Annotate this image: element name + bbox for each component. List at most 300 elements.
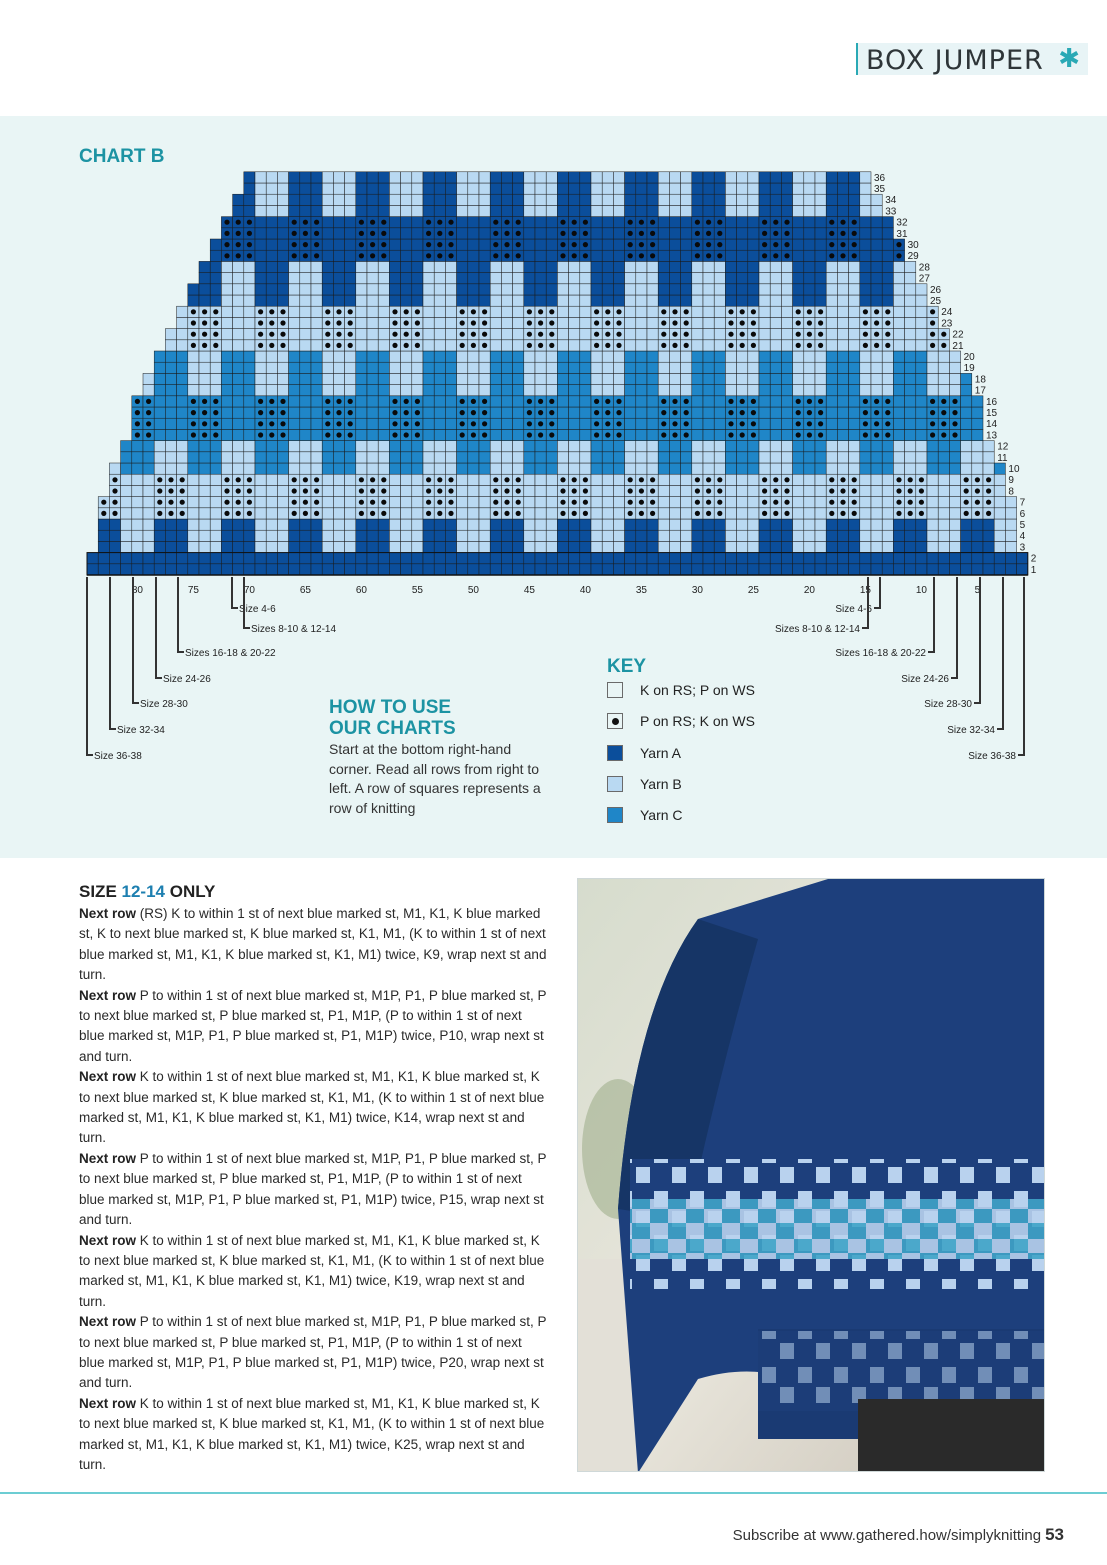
chart-cell: [759, 295, 770, 306]
purl-dot: [661, 399, 666, 404]
purl-dot: [829, 477, 834, 482]
chart-cell: [815, 194, 826, 205]
chart-cell: [681, 183, 692, 194]
chart-cell: [389, 284, 400, 295]
chart-cell: [513, 418, 524, 429]
chart-cell: [345, 205, 356, 216]
chart-cell: [714, 284, 725, 295]
chart-cell: [423, 564, 434, 575]
purl-dot: [796, 410, 801, 415]
purl-dot: [807, 309, 812, 314]
chart-cell: [289, 452, 300, 463]
chart-cell: [490, 441, 501, 452]
how-to-title-line1: HOW TO USE: [329, 697, 452, 718]
chart-cell: [378, 340, 389, 351]
chart-cell: [636, 429, 647, 440]
chart-cell: [109, 541, 120, 552]
chart-cell: [905, 441, 916, 452]
purl-dot: [628, 231, 633, 236]
chart-cell: [266, 217, 277, 228]
chart-cell: [154, 418, 165, 429]
chart-cell: [860, 362, 871, 373]
chart-cell: [199, 508, 210, 519]
chart-cell: [893, 306, 904, 317]
chart-cell: [210, 250, 221, 261]
purl-dot: [381, 231, 386, 236]
purl-dot: [348, 432, 353, 437]
chart-cell: [972, 463, 983, 474]
chart-cell: [994, 530, 1005, 541]
chart-cell: [255, 273, 266, 284]
chart-cell: [860, 553, 871, 564]
chart-cell: [490, 385, 501, 396]
chart-cell: [636, 373, 647, 384]
chart-cell: [770, 407, 781, 418]
chart-cell: [983, 441, 994, 452]
chart-cell: [569, 295, 580, 306]
chart-cell: [793, 183, 804, 194]
chart-cell: [647, 362, 658, 373]
chart-cell: [277, 362, 288, 373]
chart-cell: [154, 429, 165, 440]
chart-cell: [109, 553, 120, 564]
chart-cell: [905, 284, 916, 295]
purl-dot: [314, 488, 319, 493]
chart-cell: [356, 273, 367, 284]
row-number: 12: [997, 441, 1009, 453]
purl-dot: [404, 432, 409, 437]
chart-cell: [849, 385, 860, 396]
chart-cell: [468, 474, 479, 485]
chart-cell: [490, 373, 501, 384]
purl-dot: [325, 309, 330, 314]
purl-dot: [549, 399, 554, 404]
chart-cell: [266, 463, 277, 474]
chart-cell: [647, 273, 658, 284]
chart-cell: [367, 418, 378, 429]
purl-dot: [672, 421, 677, 426]
purl-dot: [740, 421, 745, 426]
chart-cell: [300, 553, 311, 564]
row-number: 22: [952, 329, 964, 341]
chart-cell: [625, 194, 636, 205]
purl-dot: [213, 343, 218, 348]
chart-cell: [882, 228, 893, 239]
chart-cell: [378, 284, 389, 295]
chart-cell: [905, 553, 916, 564]
chart-cell: [356, 295, 367, 306]
chart-cell: [479, 441, 490, 452]
chart-cell: [837, 317, 848, 328]
purl-dot: [762, 488, 767, 493]
chart-cell: [703, 273, 714, 284]
chart-cell: [882, 508, 893, 519]
pattern-row: [79, 1312, 549, 1394]
chart-cell: [849, 306, 860, 317]
footer-subscribe: Subscribe at www.gathered.how/simplyknitting: [732, 1527, 1042, 1544]
chart-cell: [681, 205, 692, 216]
chart-cell: [949, 463, 960, 474]
chart-cell: [210, 530, 221, 541]
purl-dot: [583, 242, 588, 247]
chart-cell: [322, 228, 333, 239]
chart-cell: [849, 519, 860, 530]
chart-cell: [580, 183, 591, 194]
chart-cell: [524, 508, 535, 519]
purl-dot: [280, 343, 285, 348]
purl-dot: [807, 343, 812, 348]
purl-dot: [269, 421, 274, 426]
chart-cell: [893, 530, 904, 541]
chart-cell: [927, 385, 938, 396]
chart-cell: [445, 329, 456, 340]
chart-cell: [501, 530, 512, 541]
chart-cell: [625, 530, 636, 541]
chart-cell: [378, 519, 389, 530]
purl-dot: [381, 242, 386, 247]
chart-cell: [367, 463, 378, 474]
chart-cell: [535, 508, 546, 519]
purl-dot: [538, 343, 543, 348]
chart-cell: [826, 553, 837, 564]
chart-cell: [916, 373, 927, 384]
chart-cell: [345, 463, 356, 474]
chart-cell: [681, 351, 692, 362]
purl-dot: [717, 500, 722, 505]
chart-cell: [277, 497, 288, 508]
purl-dot: [415, 309, 420, 314]
chart-cell: [255, 183, 266, 194]
chart-cell: [893, 284, 904, 295]
purl-dot: [684, 399, 689, 404]
chart-cell: [367, 519, 378, 530]
chart-cell: [457, 564, 468, 575]
chart-cell: [513, 362, 524, 373]
chart-cell: [681, 228, 692, 239]
chart-cell: [401, 441, 412, 452]
chart-cell: [524, 250, 535, 261]
chart-cell: [535, 261, 546, 272]
chart-cell: [871, 441, 882, 452]
purl-dot: [695, 242, 700, 247]
purl-dot: [852, 477, 857, 482]
chart-cell: [244, 284, 255, 295]
chart-cell: [289, 205, 300, 216]
chart-cell: [468, 497, 479, 508]
chart-cell: [445, 295, 456, 306]
chart-cell: [244, 530, 255, 541]
chart-cell: [535, 530, 546, 541]
chart-cell: [815, 463, 826, 474]
size-bracket: [110, 577, 116, 729]
purl-dot: [516, 231, 521, 236]
chart-cell: [681, 553, 692, 564]
chart-cell: [860, 284, 871, 295]
chart-cell: [244, 441, 255, 452]
chart-cell: [725, 553, 736, 564]
chart-cell: [591, 295, 602, 306]
chart-cell: [367, 295, 378, 306]
purl-dot: [908, 500, 913, 505]
chart-cell: [938, 362, 949, 373]
chart-cell: [849, 273, 860, 284]
chart-cell: [333, 250, 344, 261]
chart-cell: [938, 564, 949, 575]
chart-cell: [837, 463, 848, 474]
chart-cell: [871, 497, 882, 508]
chart-cell: [826, 396, 837, 407]
chart-cell: [524, 452, 535, 463]
chart-cell: [557, 441, 568, 452]
chart-cell: [669, 261, 680, 272]
chart-cell: [893, 553, 904, 564]
chart-cell: [154, 351, 165, 362]
chart-cell: [849, 362, 860, 373]
chart-cell: [401, 373, 412, 384]
chart-cell: [905, 564, 916, 575]
chart-cell: [535, 541, 546, 552]
purl-dot: [415, 432, 420, 437]
purl-dot: [348, 421, 353, 426]
chart-cell: [457, 463, 468, 474]
chart-cell: [927, 519, 938, 530]
purl-dot: [672, 332, 677, 337]
chart-cell: [837, 261, 848, 272]
chart-cell: [546, 228, 557, 239]
chart-cell: [725, 351, 736, 362]
chart-cell: [266, 239, 277, 250]
chart-cell: [513, 306, 524, 317]
chart-cell: [401, 194, 412, 205]
chart-cell: [423, 407, 434, 418]
chart-cell: [221, 463, 232, 474]
chart-cell: [905, 452, 916, 463]
chart-cell: [860, 205, 871, 216]
chart-cell: [557, 418, 568, 429]
row-number: 19: [963, 363, 975, 375]
chart-cell: [748, 463, 759, 474]
chart-cell: [938, 553, 949, 564]
chart-cell: [893, 396, 904, 407]
chart-cell: [546, 295, 557, 306]
chart-cell: [602, 541, 613, 552]
chart-cell: [781, 418, 792, 429]
chart-cell: [457, 553, 468, 564]
chart-cell: [535, 194, 546, 205]
chart-cell: [905, 362, 916, 373]
chart-cell: [210, 441, 221, 452]
purl-dot: [336, 410, 341, 415]
chart-cell: [949, 508, 960, 519]
chart-cell: [210, 474, 221, 485]
chart-cell: [826, 564, 837, 575]
chart-cell: [423, 172, 434, 183]
chart-cell: [188, 385, 199, 396]
chart-cell: [132, 485, 143, 496]
stitch-number: 50: [467, 585, 479, 596]
chart-cell: [681, 261, 692, 272]
chart-cell: [221, 519, 232, 530]
chart-cell: [277, 217, 288, 228]
purl-dot: [672, 410, 677, 415]
chart-cell: [524, 463, 535, 474]
purl-dot: [706, 488, 711, 493]
chart-cell: [356, 541, 367, 552]
size-label: Size 36-38: [94, 751, 142, 762]
chart-cell: [546, 441, 557, 452]
chart-cell: [703, 452, 714, 463]
chart-cell: [681, 250, 692, 261]
chart-cell: [457, 530, 468, 541]
chart-cell: [759, 362, 770, 373]
chart-cell: [781, 351, 792, 362]
chart-cell: [221, 306, 232, 317]
chart-cell: [378, 351, 389, 362]
chart-cell: [121, 485, 132, 496]
chart-cell: [524, 441, 535, 452]
chart-cell: [815, 250, 826, 261]
chart-cell: [479, 351, 490, 362]
chart-cell: [165, 340, 176, 351]
chart-cell: [322, 474, 333, 485]
purl-dot: [885, 332, 890, 337]
chart-cell: [266, 553, 277, 564]
chart-cell: [434, 564, 445, 575]
purl-dot: [796, 332, 801, 337]
chart-cell: [613, 261, 624, 272]
chart-cell: [345, 172, 356, 183]
chart-cell: [849, 373, 860, 384]
chart-cell: [356, 194, 367, 205]
chart-cell: [703, 194, 714, 205]
chart-cell: [927, 564, 938, 575]
chart-cell: [266, 485, 277, 496]
chart-cell: [625, 284, 636, 295]
chart-cell: [367, 541, 378, 552]
chart-cell: [188, 351, 199, 362]
chart-cell: [613, 295, 624, 306]
chart-cell: [669, 519, 680, 530]
chart-cell: [333, 530, 344, 541]
chart-cell: [412, 239, 423, 250]
purl-dot: [157, 511, 162, 516]
chart-cell: [412, 497, 423, 508]
chart-cell: [893, 519, 904, 530]
chart-cell: [714, 441, 725, 452]
chart-cell: [221, 564, 232, 575]
chart-cell: [221, 373, 232, 384]
chart-cell: [345, 553, 356, 564]
chart-cell: [658, 564, 669, 575]
chart-cell: [770, 362, 781, 373]
chart-cell: [882, 497, 893, 508]
chart-cell: [165, 564, 176, 575]
purl-dot: [762, 500, 767, 505]
chart-cell: [681, 541, 692, 552]
chart-cell: [513, 441, 524, 452]
chart-cell: [501, 295, 512, 306]
purl-dot: [986, 500, 991, 505]
chart-cell: [356, 351, 367, 362]
chart-cell: [479, 474, 490, 485]
chart-cell: [255, 250, 266, 261]
chart-cell: [490, 306, 501, 317]
chart-cell: [289, 172, 300, 183]
chart-cell: [625, 452, 636, 463]
purl-dot: [482, 410, 487, 415]
chart-cell: [333, 228, 344, 239]
chart-cell: [815, 295, 826, 306]
chart-cell: [412, 261, 423, 272]
chart-cell: [188, 497, 199, 508]
chart-cell: [692, 183, 703, 194]
chart-cell: [759, 373, 770, 384]
chart-cell: [143, 441, 154, 452]
purl-dot: [852, 242, 857, 247]
chart-cell: [434, 284, 445, 295]
chart-cell: [613, 373, 624, 384]
purl-dot: [269, 432, 274, 437]
chart-cell: [815, 172, 826, 183]
chart-cell: [714, 273, 725, 284]
purl-dot: [292, 253, 297, 258]
chart-cell: [311, 463, 322, 474]
purl-dot: [616, 399, 621, 404]
chart-cell: [849, 418, 860, 429]
chart-cell: [546, 194, 557, 205]
chart-cell: [905, 340, 916, 351]
chart-cell: [177, 385, 188, 396]
chart-cell: [815, 541, 826, 552]
purl-dot: [818, 343, 823, 348]
chart-cell: [972, 418, 983, 429]
chart-cell: [445, 418, 456, 429]
chart-cell: [289, 519, 300, 530]
chart-cell: [468, 194, 479, 205]
chart-cell: [233, 306, 244, 317]
chart-cell: [692, 441, 703, 452]
chart-cell: [737, 564, 748, 575]
chart-cell: [177, 452, 188, 463]
chart-cell: [692, 553, 703, 564]
chart-cell: [423, 273, 434, 284]
chart-cell: [266, 284, 277, 295]
key-swatch: [607, 745, 623, 761]
chart-cell: [759, 452, 770, 463]
chart-cell: [748, 239, 759, 250]
chart-cell: [244, 519, 255, 530]
chart-cell: [804, 553, 815, 564]
size-label: Size 24-26: [163, 674, 211, 685]
size-label: Size 4-6: [239, 604, 276, 615]
chart-cell: [681, 463, 692, 474]
chart-cell: [625, 351, 636, 362]
purl-dot: [180, 477, 185, 482]
chart-cell: [389, 385, 400, 396]
chart-cell: [647, 553, 658, 564]
chart-cell: [837, 418, 848, 429]
chart-cell: [154, 441, 165, 452]
purl-dot: [840, 220, 845, 225]
size-label: Sizes 8-10 & 12-14: [251, 624, 337, 635]
chart-cell: [826, 295, 837, 306]
purl-dot: [381, 511, 386, 516]
chart-cell: [826, 463, 837, 474]
chart-cell: [188, 452, 199, 463]
page-number: 53: [1045, 1525, 1064, 1544]
chart-cell: [501, 463, 512, 474]
chart-cell: [625, 429, 636, 440]
